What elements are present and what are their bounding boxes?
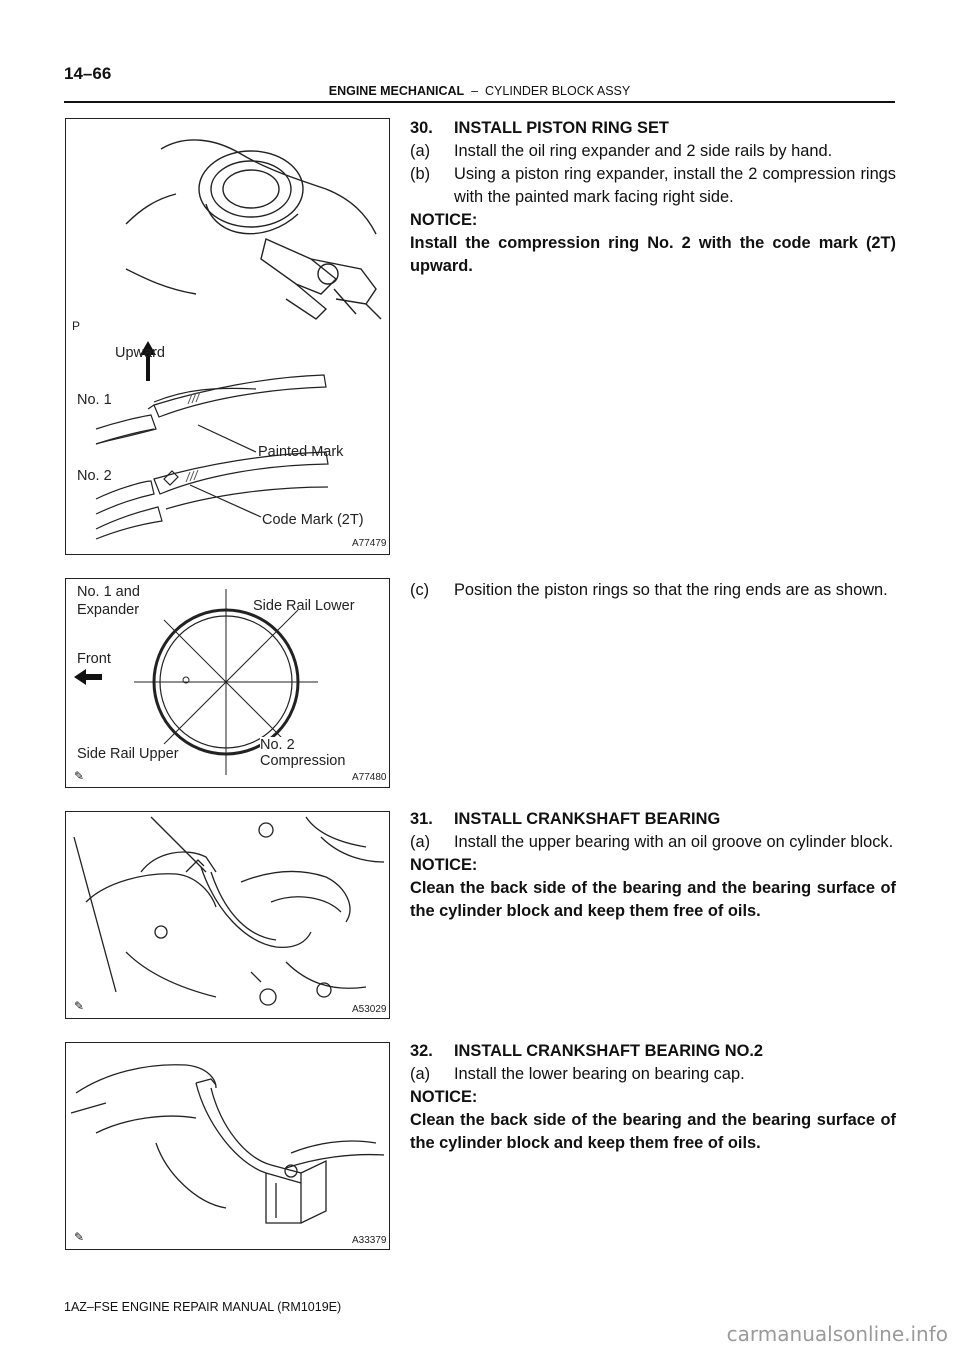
label-no1-expander-line1: No. 1 and: [77, 584, 140, 600]
section-31: [410, 808, 896, 923]
label-no2-line1: No. 2: [260, 737, 295, 753]
running-header: [64, 84, 895, 98]
header-subsection: CYLINDER BLOCK ASSY: [485, 84, 631, 98]
label-no1-expander: [77, 583, 140, 619]
figure-id: A77479: [352, 538, 387, 549]
label-code-mark: Code Mark (2T): [262, 512, 364, 528]
section-30-notice-text: Install the compression ring No. 2 with the code mark (2T) upward.: [410, 234, 896, 275]
label-side-rail-lower: Side Rail Lower: [253, 598, 355, 614]
section-32-notice-text: Clean the back side of the bearing and the bearing surface of the cylinder block and keep them free of oils.: [410, 1111, 896, 1152]
section-30-title: 30. INSTALL PISTON RING SET: [410, 119, 669, 137]
watermark: carmanualsonline.info: [726, 1322, 948, 1346]
section-31-notice-text: Clean the back side of the bearing and the bearing surface of the cylinder block and keep them free of oils.: [410, 879, 896, 920]
section-32-step-a: (a) Install the lower bearing on bearing cap.: [410, 1065, 745, 1083]
figure-upper-bearing: [65, 811, 390, 1019]
label-upward: Upward: [115, 345, 165, 361]
label-no2-line2: Compression: [260, 753, 346, 769]
pencil-icon: ✎: [74, 1230, 85, 1244]
label-painted-mark: Painted Mark: [258, 444, 344, 460]
section-31-title: 31. INSTALL CRANKSHAFT BEARING: [410, 810, 721, 828]
corner-mark: P: [72, 319, 81, 333]
header-separator: –: [471, 84, 479, 98]
upper-bearing-illustration: [66, 812, 389, 1018]
section-31-step-a: (a) Install the upper bearing with an oil groove on cylinder block.: [410, 833, 894, 851]
label-no2: No. 2: [77, 468, 112, 484]
section-31-notice: NOTICE:: [410, 856, 478, 874]
figure-lower-bearing: [65, 1042, 390, 1250]
figure-piston-ring-install: [65, 118, 390, 555]
label-side-rail-upper: Side Rail Upper: [77, 746, 179, 762]
figure-ring-end-positions: [65, 578, 390, 788]
pencil-icon: ✎: [74, 769, 85, 783]
section-32: [410, 1040, 896, 1155]
header-rule: [64, 101, 895, 103]
section-30-step-b: (b) Using a piston ring expander, install the 2 compression rings with the painted mark facing right side.: [410, 165, 896, 206]
pencil-icon: ✎: [74, 999, 85, 1013]
figure-id: A77480: [352, 772, 387, 783]
label-front: Front: [77, 651, 111, 667]
label-no1-expander-line2: Expander: [77, 602, 140, 618]
header-section: ENGINE MECHANICAL: [328, 84, 465, 98]
section-30-step-c: (c) Position the piston rings so that the ring ends are as shown.: [410, 581, 888, 599]
figure-id: A33379: [352, 1235, 387, 1246]
lower-bearing-illustration: [66, 1043, 389, 1249]
label-no1: No. 1: [77, 392, 112, 408]
section-30-notice: NOTICE:: [410, 211, 478, 229]
piston-ring-illustration: [66, 119, 389, 554]
section-32-title: 32. INSTALL CRANKSHAFT BEARING NO.2: [410, 1042, 763, 1060]
section-30-c: [410, 579, 896, 602]
page-footer: 1AZ–FSE ENGINE REPAIR MANUAL (RM1019E): [64, 1300, 342, 1314]
section-30: [410, 117, 896, 278]
figure-id: A53029: [352, 1004, 387, 1015]
label-no2-compression: [260, 737, 345, 769]
section-30-step-a: (a) Install the oil ring expander and 2 side rails by hand.: [410, 142, 833, 160]
section-32-notice: NOTICE:: [410, 1088, 478, 1106]
page-number: 14–66: [64, 64, 112, 83]
